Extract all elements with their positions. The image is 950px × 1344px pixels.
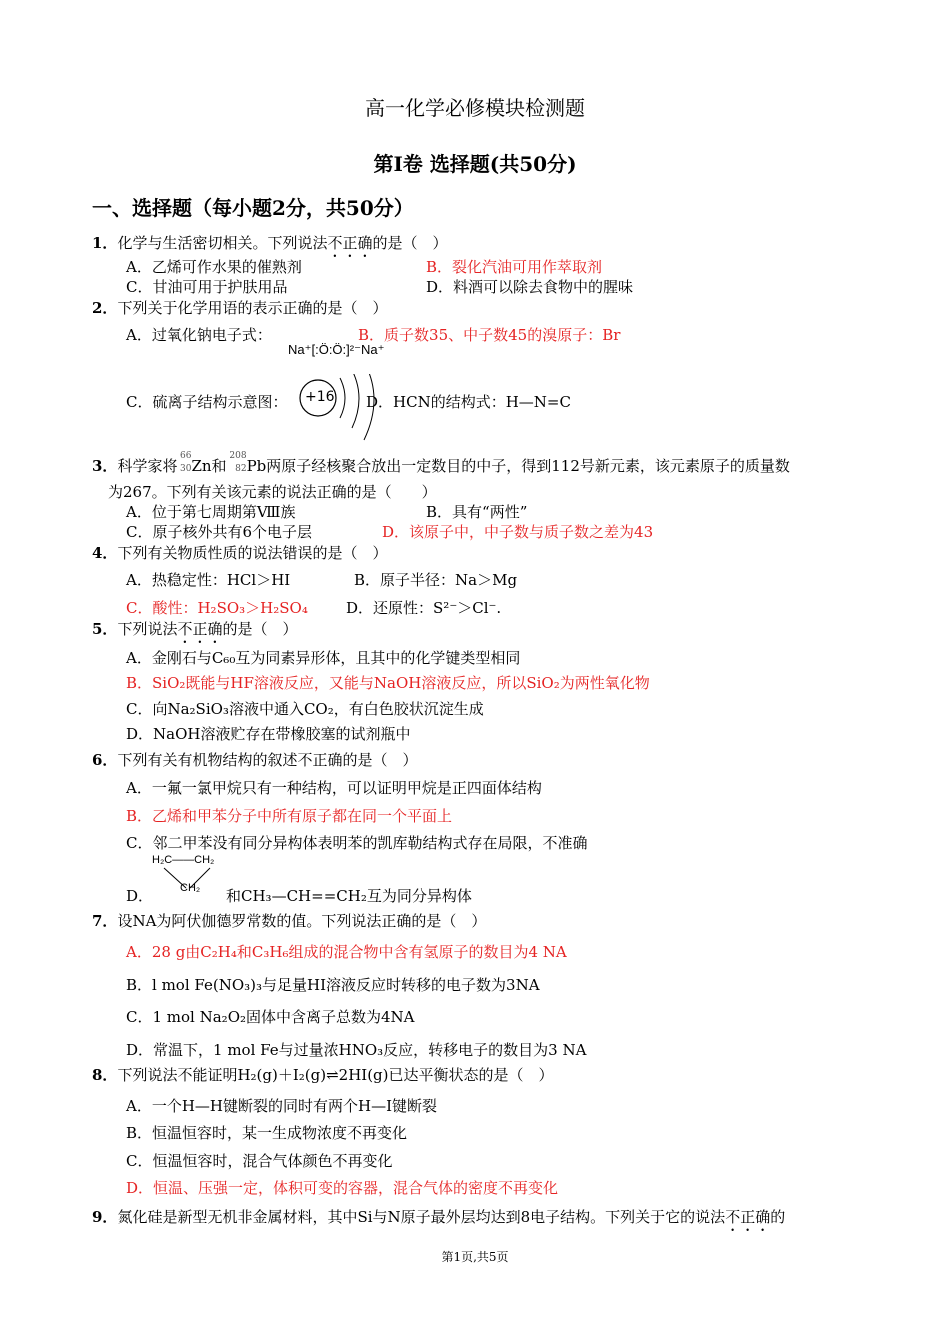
emphasis-text: 不正确 — [725, 1208, 771, 1226]
q5-option-a: A．金刚石与C₆₀互为同素异形体，且其中的化学键类型相同 — [126, 649, 521, 667]
question-6-stem: 6．下列有关有机物结构的叙述不正确的是（ ） — [92, 751, 418, 769]
q6-option-d-text: 和CH₃—CH==CH₂互为同分异构体 — [226, 887, 472, 905]
q3-option-d: D．该原子中，中子数与质子数之差为43 — [382, 523, 654, 541]
question-7-stem: 7．设NA为阿伏伽德罗常数的值。下列说法正确的是（ ） — [92, 912, 487, 930]
question-5-stem: 5．下列说法不正确的是（ ） — [92, 620, 298, 638]
q4-option-c: C．酸性：H₂SO₃＞H₂SO₄ — [126, 599, 308, 617]
q8-option-d: D．恒温、压强一定，体积可变的容器，混合气体的密度不再变化 — [126, 1179, 559, 1197]
q7-option-c: C．1 mol Na₂O₂固体中含离子总数为4NA — [126, 1008, 415, 1026]
part-heading: 第Ⅰ卷 选择题(共50分) — [373, 152, 577, 176]
q2-option-a: A．过氧化钠电子式： — [126, 326, 272, 344]
question-3-stem: 3．科学家将 66 30 Zn和 208 82 Pb两原子经核聚合放出一定数目的中子，得到112号新元素，该元素原子的质量数 — [92, 451, 790, 475]
q3-option-b: B．具有“两性” — [426, 503, 528, 521]
q5-option-c: C．向Na₂SiO₃溶液中通入CO₂，有白色胶状沉淀生成 — [126, 700, 484, 718]
q6-option-d-label: D． — [126, 887, 154, 905]
ring-top-formula: H₂C——CH₂ — [152, 854, 215, 866]
q7-option-d: D．常温下，1 mol Fe与过量浓HNO₃反应，转移电子的数目为3 NA — [126, 1041, 587, 1059]
q4-option-b: B．原子半径：Na＞Mg — [354, 571, 518, 589]
question-2-stem: 2．下列关于化学用语的表示正确的是（ ） — [92, 299, 388, 317]
q2-option-b: B．质子数35、中子数45的溴原子：Br — [358, 326, 621, 344]
q8-option-c: C．恒温恒容时，混合气体颜色不再变化 — [126, 1152, 393, 1170]
q7-option-b: B．l mol Fe(NO₃)₃与足量HI溶液反应时转移的电子数为3NA — [126, 976, 540, 994]
q6-option-a: A．一氟一氯甲烷只有一种结构，可以证明甲烷是正四面体结构 — [126, 779, 542, 797]
question-8-stem: 8．下列说法不能证明H₂(g)＋I₂(g)⇌2HI(g)已达平衡状态的是（ ） — [92, 1066, 554, 1084]
q4-option-a: A．热稳定性：HCl＞HI — [126, 571, 291, 589]
q3-option-c: C．原子核外共有6个电子层 — [126, 523, 313, 541]
question-3-stem-cont: 为267。下列有关该元素的说法正确的是（ ） — [108, 483, 437, 501]
q2-option-c: C．硫离子结构示意图： — [126, 393, 288, 411]
q2-option-d: D．HCN的结构式：H—N=C — [366, 393, 571, 411]
cyclopropane-structure — [152, 852, 232, 898]
q1-option-b: B．裂化汽油可用作萃取剂 — [426, 258, 603, 276]
q1-option-c: C．甘油可用于护肤用品 — [126, 278, 288, 296]
ring-bottom-formula: CH₂ — [180, 882, 201, 894]
q1-option-a: A．乙烯可作水果的催熟剂 — [126, 258, 302, 276]
document-title: 高一化学必修模块检测题 — [365, 96, 585, 120]
q3-option-a: A．位于第七周期第Ⅷ族 — [126, 503, 296, 521]
sodium-peroxide-lewis: Na⁺[:Ö:Ö:]²⁻Na⁺ — [288, 342, 385, 357]
q7-option-a: A．28 g由C₂H₄和C₃H₆组成的混合物中含有氢原子的数目为4 NA — [126, 943, 567, 961]
q8-option-b: B．恒温恒容时，某一生成物浓度不再变化 — [126, 1124, 408, 1142]
page-footer: 第1页,共5页 — [441, 1250, 509, 1264]
question-number: 1． — [92, 234, 118, 252]
q6-option-b: B．乙烯和甲苯分子中所有原子都在同一个平面上 — [126, 807, 453, 825]
q4-option-d: D．还原性：S²⁻＞Cl⁻. — [346, 599, 502, 617]
emphasis-text: 不正确 — [327, 234, 373, 252]
q5-option-d: D．NaOH溶液贮存在带橡胶塞的试剂瓶中 — [126, 725, 411, 743]
question-4-stem: 4．下列有关物质性质的说法错误的是（ ） — [92, 544, 388, 562]
q5-option-b: B．SiO₂既能与HF溶液反应，又能与NaOH溶液反应，所以SiO₂为两性氧化物 — [126, 674, 650, 692]
emphasis-text: 不正确 — [177, 620, 223, 638]
question-9-stem: 9．氮化硅是新型无机非金属材料，其中Si与N原子最外层均达到8电子结构。下列关于它的说法不正确的 — [92, 1208, 786, 1226]
question-1-stem: 1．化学与生活密切相关。下列说法不正确的是（ ） — [92, 234, 448, 252]
q6-option-c: C．邻二甲苯没有同分异构体表明苯的凯库勒结构式存在局限，不准确 — [126, 834, 588, 852]
zinc-nuclide: 66 30 — [180, 451, 192, 474]
q8-option-a: A．一个H—H键断裂的同时有两个H—I键断裂 — [126, 1097, 438, 1115]
q1-option-d: D．料酒可以除去食物中的腥味 — [426, 278, 634, 296]
nucleus-charge: +16 — [305, 389, 335, 405]
lead-nuclide: 208 82 — [229, 451, 247, 474]
section-heading: 一、选择题（每小题2分，共50分） — [92, 196, 414, 220]
